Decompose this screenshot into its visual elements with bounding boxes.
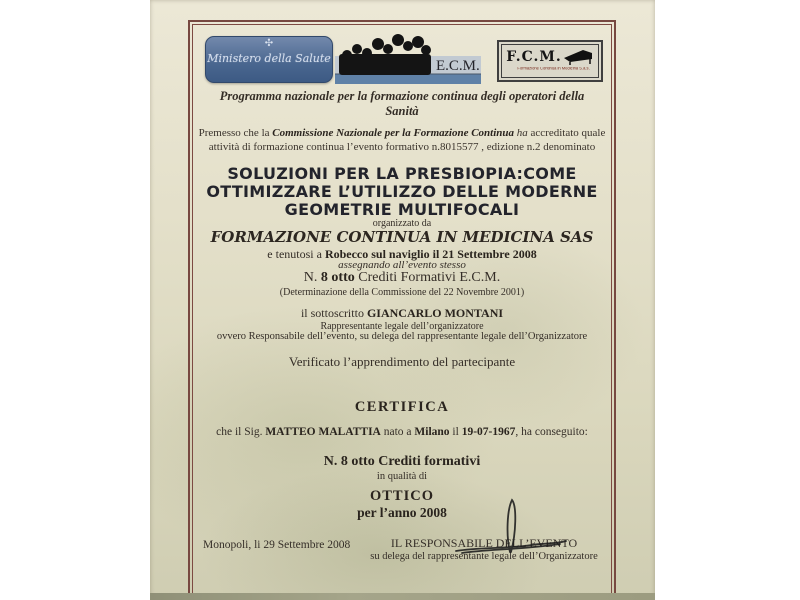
certificate-paper <box>150 0 655 600</box>
premise-text: Premesso che la <box>198 127 273 139</box>
program-heading-line1: Programma nazionale per la formazione continua degli operatori della <box>219 89 585 103</box>
fcm-logo <box>497 40 603 82</box>
ecm-band-strip <box>335 74 481 84</box>
venue-prefix: e tenutosi a <box>267 247 325 261</box>
program-heading <box>190 89 614 119</box>
awarded-credits: N. 8 otto Crediti formativi <box>323 454 481 469</box>
credits-suffix: Crediti Formativi E.C.M. <box>354 270 501 285</box>
ecm-logo-label: E.C.M. <box>436 58 480 74</box>
fcm-emblem-icon <box>562 48 594 66</box>
venue-and-date: Robecco sul naviglio il 21 Settembre 2008 <box>324 247 537 261</box>
signer-line <box>190 306 614 321</box>
profession: OTTICO <box>369 488 434 504</box>
responsible-delegation: su delega del rappresentante legale dell’Organizzatore <box>370 551 598 562</box>
assigning-label: assegnando all’evento stesso <box>338 259 466 271</box>
premise-commission-name: Commissione Nazionale per la Formazione Continua <box>272 127 515 139</box>
event-title-line1: SOLUZIONI PER LA PRESBIOPIA:COME <box>227 164 577 183</box>
event-title-line3: GEOMETRIE MULTIFOCALI <box>284 200 520 219</box>
event-title-line2: OTTIMIZZARE L’UTILIZZO DELLE MODERNE <box>206 182 598 201</box>
signature <box>448 494 574 558</box>
premise-text-line2: attività di formazione continua l’evento formativo n.8015577 , edizione n.2 denominato <box>208 141 596 153</box>
fcm-logo-label: F.C.M. <box>506 49 562 65</box>
holder-city: Milano <box>414 426 450 438</box>
holder-line <box>190 426 614 438</box>
ministero-salute-logo <box>205 36 333 83</box>
credits-n: N. <box>303 270 321 285</box>
premise-paragraph <box>190 126 614 154</box>
as-label: in qualità di <box>376 471 428 482</box>
signer-role-alt: ovvero Responsabile dell’evento, su delega del rappresentante legale dell’Organizzatore <box>216 331 588 342</box>
organized-by-label: organizzato da <box>372 218 432 229</box>
certifica-heading: CERTIFICA <box>354 399 450 415</box>
crowd-icon <box>339 34 431 75</box>
holder-achieved: , ha conseguito: <box>515 426 588 438</box>
holder-name: MATTEO MALATTIA <box>265 426 381 438</box>
holder-il: il <box>449 426 462 438</box>
holder-born: nato a <box>380 426 415 438</box>
event-credits-line <box>190 270 614 286</box>
verified-statement: Verificato l’apprendimento del partecipante <box>288 354 516 369</box>
photo-bottom-edge <box>150 593 655 600</box>
signer-role: Rappresentante legale dell’organizzatore <box>320 321 484 332</box>
signer-name: GIANCARLO MONTANI <box>366 306 504 320</box>
fcm-logo-sublabel: Formazione Continua in Medicina S.a.s. <box>517 67 590 72</box>
program-heading-line2: Sanità <box>385 104 419 118</box>
holder-prefix: che il Sig. <box>216 426 266 438</box>
ministero-logo-label: Ministero della Salute <box>207 52 331 65</box>
determination-note: (Determinazione della Commissione del 22 Novembre 2001) <box>279 287 525 298</box>
year-line: per l’anno 2008 <box>357 505 447 520</box>
premise-ha: ha <box>514 127 531 139</box>
credits-amount: 8 otto <box>320 270 355 285</box>
signer-prefix: il sottoscritto <box>300 306 367 320</box>
ministero-emblem-icon: ✣ <box>264 38 274 49</box>
holder-dob: 19-07-1967 <box>461 426 516 438</box>
event-title <box>190 165 614 219</box>
place-and-date: Monopoli, li 29 Settembre 2008 <box>203 539 351 551</box>
organizer-name: FORMAZIONE CONTINUA IN MEDICINA SAS <box>210 228 594 246</box>
fcm-logo-inner-border <box>501 44 599 78</box>
premise-accredited: accreditato quale <box>530 127 606 139</box>
ecm-logo <box>335 31 481 84</box>
responsible-title: IL RESPONSABILE DELL’EVENTO <box>390 536 578 550</box>
